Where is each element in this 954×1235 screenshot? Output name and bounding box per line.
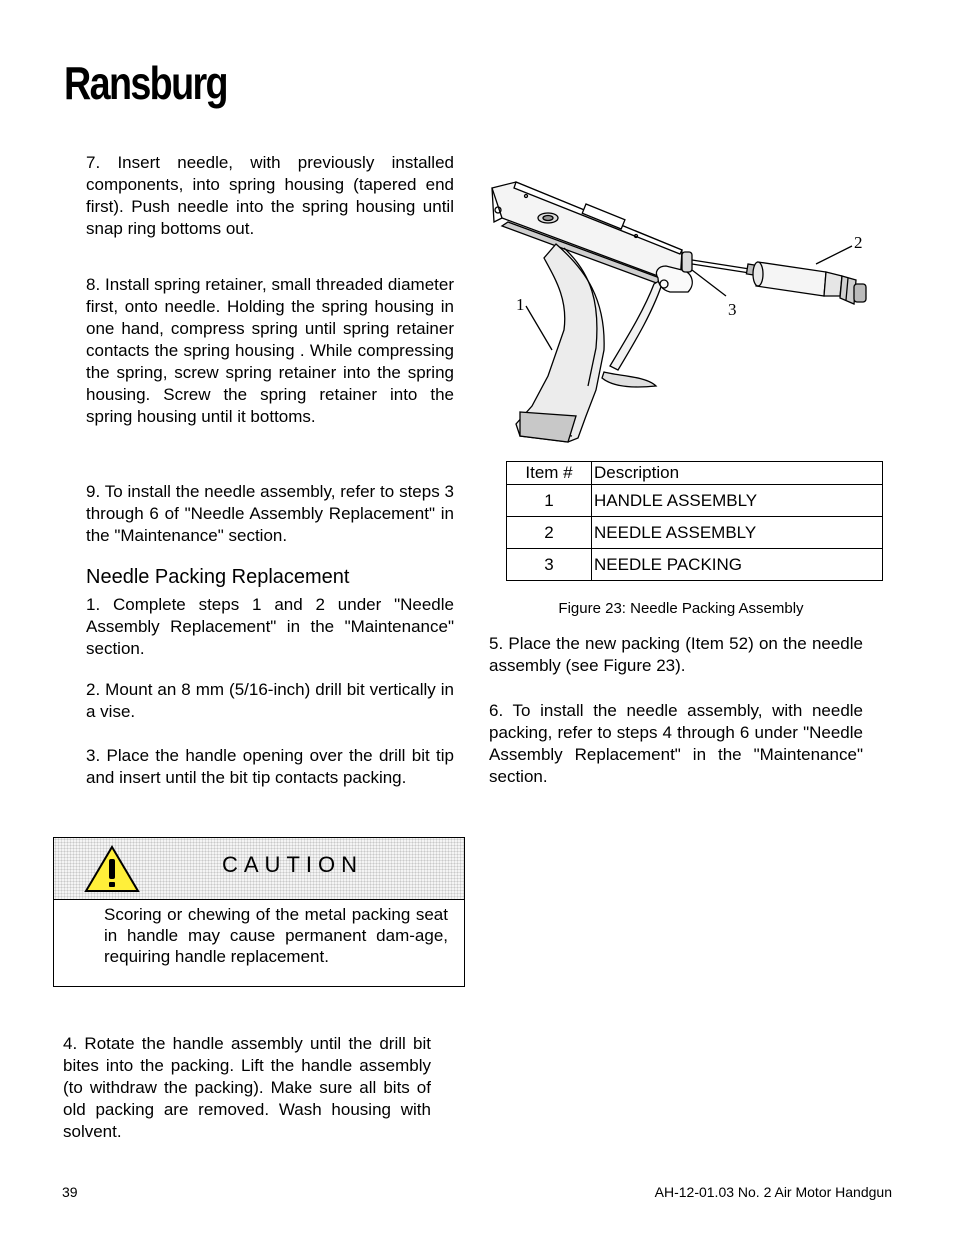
table-row (507, 517, 883, 549)
caution-title: CAUTION (222, 852, 363, 877)
doc-title: AH-12-01.03 No. 2 Air Motor Handgun (654, 1184, 892, 1200)
caution-text: Scoring or chewing of the metal packing seat in handle may cause permanent dam-age, requiring handle replacement. (104, 905, 448, 966)
step-8: 8. Install spring retainer, small threaded diameter first, onto needle. Holding the spring housing in one hand, compress spring until spring retainer contacts the spring housing . While compressing the spring, screw spring retainer into the spring housing. Screw the spring retainer into the spring housing until it bottoms. (86, 275, 454, 426)
needle-packing-illustration (486, 180, 886, 452)
packing-step-3: 3. Place the handle opening over the drill bit tip and insert until the bit tip contacts packing. (86, 746, 454, 787)
caution-box (53, 837, 465, 987)
packing-step-6: 6. To install the needle assembly, with needle packing, refer to steps 4 through 6 under "Needle Assembly Replacement" in the "Maintenance" section. (489, 701, 863, 786)
table-row (507, 485, 883, 517)
callout-1: 1 (516, 295, 525, 314)
row-description: NEEDLE PACKING (592, 549, 883, 581)
brand-logo: Ransburg (64, 57, 227, 109)
packing-step-2: 2. Mount an 8 mm (5/16-inch) drill bit vertically in a vise. (86, 680, 454, 721)
row-item: 2 (507, 517, 592, 549)
caution-header (54, 838, 464, 900)
table-header-row (507, 462, 883, 485)
warning-icon (84, 844, 140, 894)
packing-step-1: 1. Complete steps 1 and 2 under "Needle Assembly Replacement" in the "Maintenance" section. (86, 595, 454, 658)
page-number: 39 (62, 1184, 78, 1200)
row-item: 1 (507, 485, 592, 517)
step-9: 9. To install the needle assembly, refer to steps 3 through 6 of "Needle Assembly Replacement" in the "Maintenance" section. (86, 482, 454, 545)
callout-2: 2 (854, 233, 863, 252)
section-title: Needle Packing Replacement (86, 566, 350, 588)
header-item: Item # (507, 462, 592, 485)
row-description: NEEDLE ASSEMBLY (592, 517, 883, 549)
step-7: 7. Insert needle, with previously installed components, into spring housing (tapered end first). Push needle into the spring housing until snap ring bottoms out. (86, 153, 454, 238)
parts-table (506, 461, 883, 581)
row-item: 3 (507, 549, 592, 581)
packing-step-5: 5. Place the new packing (Item 52) on the needle assembly (see Figure 23). (489, 634, 863, 675)
figure-caption: Figure 23: Needle Packing Assembly (558, 600, 804, 617)
packing-step-4: 4. Rotate the handle assembly until the drill bit bites into the packing. Lift the handle assembly (to withdraw the packing). Make sure all bits of old packing are removed. Wash housing with solvent. (63, 1034, 431, 1141)
callout-3: 3 (728, 300, 737, 319)
row-description: HANDLE ASSEMBLY (592, 485, 883, 517)
header-description: Description (592, 462, 883, 485)
table-row (507, 549, 883, 581)
